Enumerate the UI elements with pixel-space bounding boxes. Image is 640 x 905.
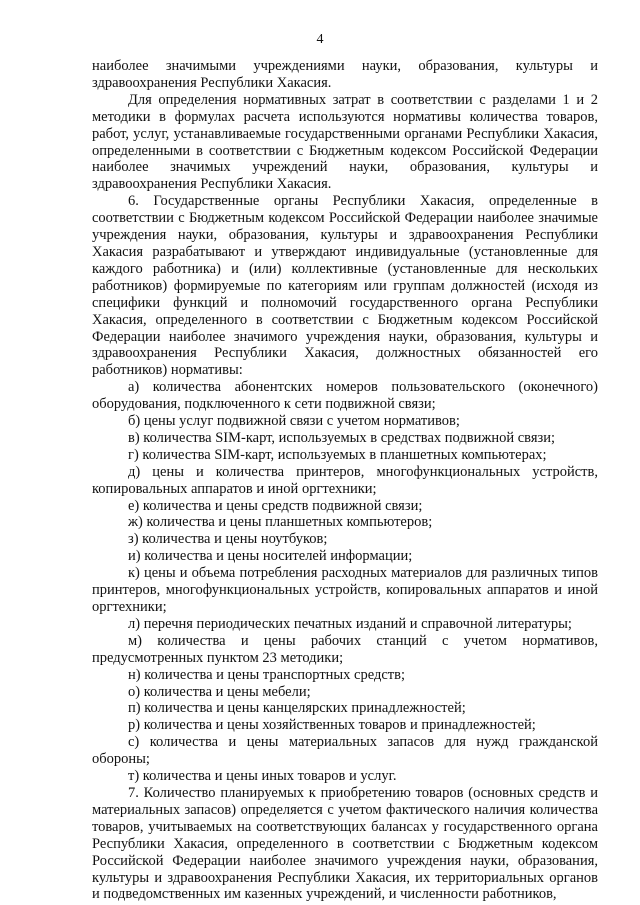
list-item-g: г) количества SIM-карт, используемых в планшетных компьютерах; — [128, 446, 547, 463]
list-item-d: д) цены и количества принтеров, многофункциональных устройств, копировальных аппаратов и иной оргтехники; — [92, 463, 598, 497]
list-item-r: р) количества и цены хозяйственных товаров и принадлежностей; — [128, 717, 536, 734]
list-item-o: о) количества и цены мебели; — [128, 683, 311, 700]
list-item-n: н) количества и цены транспортных средств; — [128, 666, 405, 683]
list-item-p: п) количества и цены канцелярских принадлежностей; — [128, 700, 466, 717]
list-item-zh: ж) количества и цены планшетных компьютеров; — [128, 514, 433, 531]
list-item-b: б) цены услуг подвижной связи с учетом нормативов; — [128, 413, 460, 430]
list-item-k: к) цены и объема потребления расходных материалов для различных типов принтеров, многофункциональных устройств, копировальных аппаратов и иной оргтехники; — [92, 565, 598, 615]
list-item-l: л) перечня периодических печатных изданий и справочной литературы; — [128, 615, 572, 632]
paragraph-clause-6: 6. Государственные органы Республики Хакасия, определенные в соответствии с Бюджетным кодексом Российской Федерации наиболее значимые учреждения науки, образования, культуры и здравоохранения Республики Хакасия разрабатывают и утверждают индивидуальные (установленные для каждого работника) и (или) коллективные (установленные для нескольких работников) формируемые по категориям или группам должностей (исходя из специфики функций и полномочий государственного органа Республики Хакасия, определенного в соответствии с Бюджетным кодексом Российской Федерации наиболее значимого учреждения науки, образования, культуры и здравоохранения Республики Хакасия, должностных обязанностей его работников) нормативы: — [92, 193, 598, 379]
list-item-s: с) количества и цены материальных запасов для нужд гражданской обороны; — [92, 734, 598, 768]
list-item-z: з) количества и цены ноутбуков; — [128, 531, 328, 548]
list-item-a: а) количества абонентских номеров пользовательского (оконечного) оборудования, подключенного к сети подвижной связи; — [92, 379, 598, 413]
paragraph-normative-costs: Для определения нормативных затрат в соответствии с разделами 1 и 2 методики в формулах расчета используются нормативы количества товаров, работ, услуг, устанавливаемые государственными органами Республики Хакасия, определенными в соответствии с Бюджетным кодексом Российской Федерации наиболее значимых учреждений науки, образования, культуры и здравоохранения Республики Хакасия. — [92, 91, 598, 193]
list-item-m: м) количества и цены рабочих станций с учетом нормативов, предусмотренных пунктом 23 методики; — [92, 632, 598, 666]
page-number: 4 — [316, 32, 324, 47]
list-item-e: е) количества и цены средств подвижной связи; — [128, 497, 423, 514]
list-item-t: т) количества и цены иных товаров и услуг. — [128, 768, 397, 785]
document-body — [92, 58, 598, 903]
list-item-i: и) количества и цены носителей информации; — [128, 548, 413, 565]
paragraph-clause-7: 7. Количество планируемых к приобретению товаров (основных средств и материальных запасов) определяется с учетом фактического наличия количества товаров, учитываемых на соответствующих балансах у государственного органа Республики Хакасия, определенного в соответствии с Бюджетным кодексом Российской Федерации наиболее значимого учреждения науки, образования, культуры и здравоохранения Республики Хакасия, их территориальных органов и подведомственных им казенных учреждений, и численности работников, — [92, 784, 598, 903]
paragraph-continuation: наиболее значимыми учреждениями науки, образования, культуры и здравоохранения Республики Хакасия. — [92, 58, 598, 91]
list-item-v: в) количества SIM-карт, используемых в средствах подвижной связи; — [128, 429, 556, 446]
